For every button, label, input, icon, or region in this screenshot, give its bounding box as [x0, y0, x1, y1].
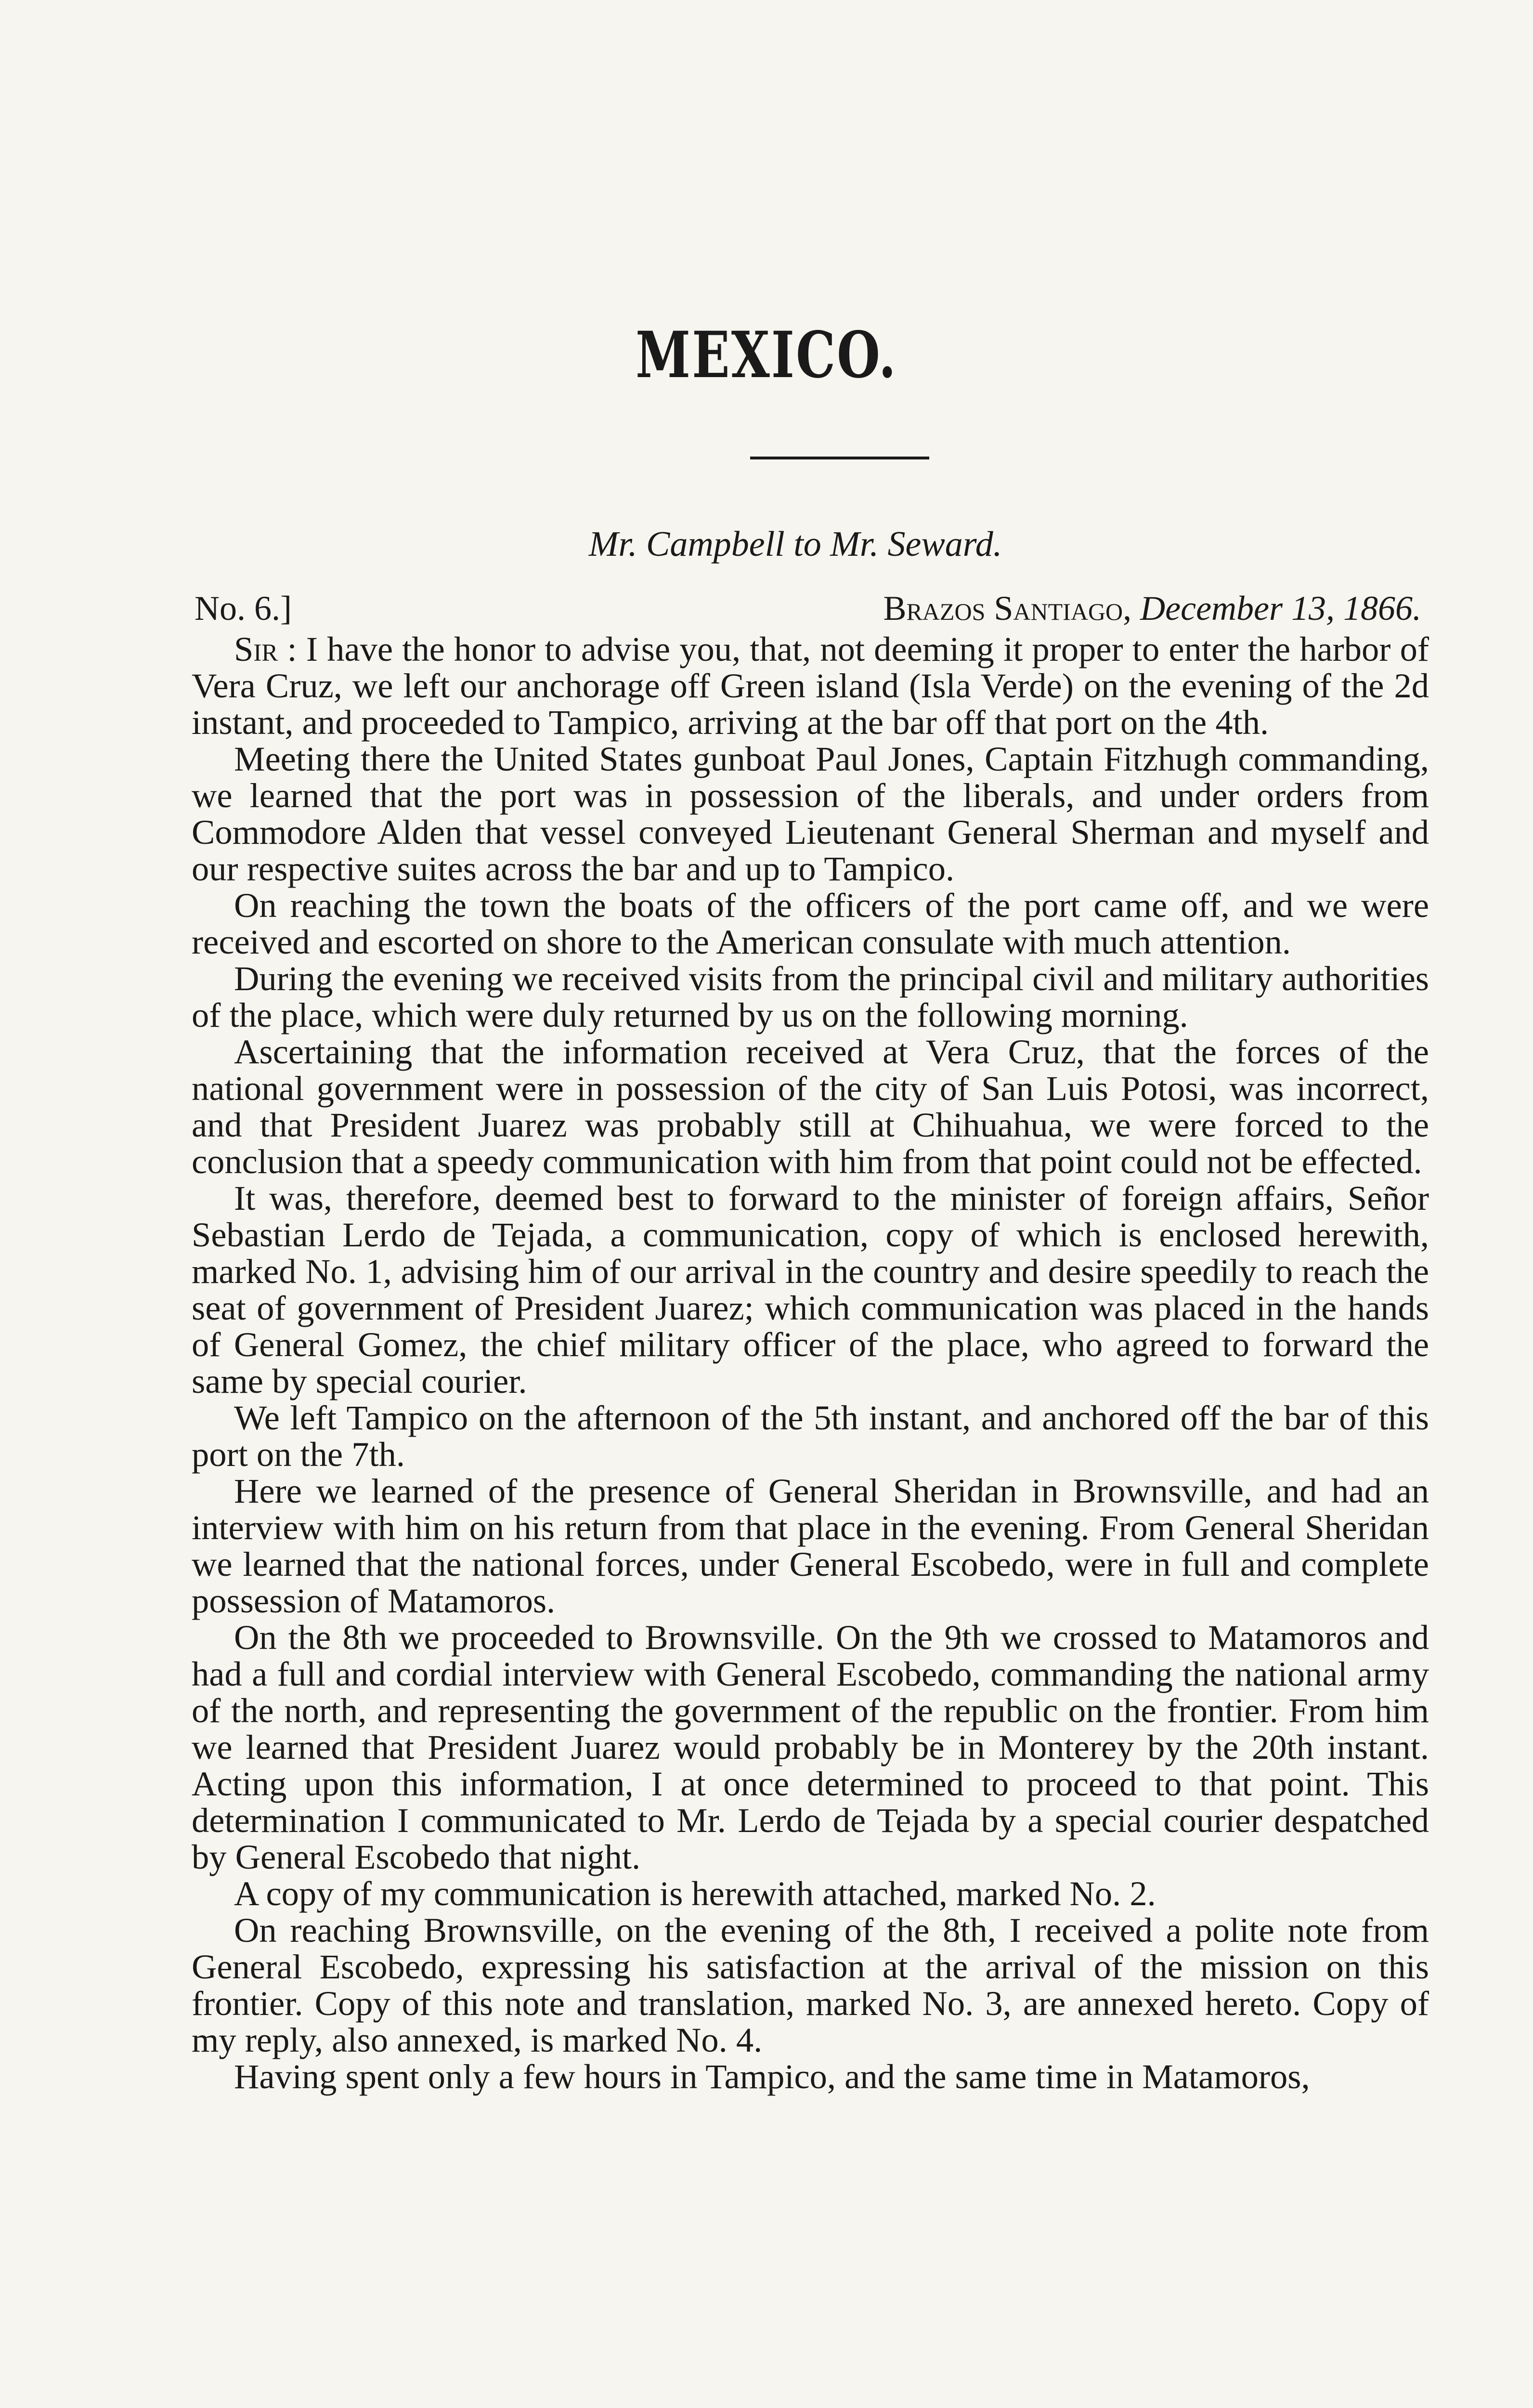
paragraph: We left Tampico on the afternoon of the 5th instant, and anchored off the bar of this port on the 7th. [192, 1398, 1429, 1474]
paragraph: On the 8th we proceeded to Brownsville. On the 9th we crossed to Matamoros and had a full and cordial interview with General Escobedo, commanding the national army of the north, and representing the government of the republic on the frontier. From him we learned that President Juarez would probably be in Monterey by the 20th instant. Acting upon this information, I at once determined to proceed to that point. This determination I communicated to Mr. Lerdo de Tejada by a special courier despatched by General Escobedo that night. [192, 1618, 1429, 1876]
document-title: MEXICO. [636, 318, 897, 393]
dispatch-number: No. 6.] [195, 589, 292, 628]
paragraph: On reaching Brownsville, on the evening of the 8th, I received a polite note from General Escobedo, expressing his satisfaction at the arrival of the mission on this frontier. Copy of this note and translation, marked No. 3, are annexed hereto. Copy of my reply, also annexed, is marked No. 4. [192, 1911, 1429, 2059]
dispatch-date: December 13, 1866. [1140, 589, 1421, 628]
paragraph: Having spent only a few hours in Tampico, and the same time in Matamoros, [234, 2057, 1310, 2096]
paragraph: A copy of my communication is herewith attached, marked No. 2. [234, 1874, 1156, 1913]
paragraph: Meeting there the United States gunboat Paul Jones, Captain Fitzhugh commanding, we learned that the port was in possession of the liberals, and under orders from Commodore Alden that vessel conveyed Lieutenant General Sherman and myself and our respective suites across the bar and up to Tampico. [192, 739, 1429, 888]
paragraph [192, 631, 1429, 741]
paragraph: It was, therefore, deemed best to forward to the minister of foreign affairs, Señor Sebastian Lerdo de Tejada, a communication, copy of which is enclosed herewith, marked No. 1, advising him of our arrival in the country and desire speedily to reach the seat of government of President Juarez; which communication was placed in the hands of General Gomez, the chief military officer of the place, who agreed to forward the same by special courier. [192, 1178, 1429, 1400]
paragraph-text: I have the honor to advise you, that, not deeming it proper to enter the harbor of Vera Cruz, we left our anchorage off Green island (Isla Verde) on the evening of the 2d instant, and proceeded to Tampico, arriving at the bar off that port on the 4th. [192, 629, 1429, 742]
dispatch-place: Brazos Santiago, [883, 589, 1132, 628]
letter-body [192, 631, 1429, 2095]
salutation: Sir : [234, 629, 297, 668]
paragraph: Here we learned of the presence of General Sheridan in Brownsville, and had an interview with him on his return from that place in the evening. From General Sheridan we learned that the national forces, under General Escobedo, were in full and complete possession of Matamoros. [192, 1471, 1429, 1620]
place-and-date [883, 589, 1421, 628]
title-rule [750, 457, 929, 459]
letter-header: Mr. Campbell to Mr. Seward. [588, 524, 1002, 564]
paragraph: On reaching the town the boats of the officers of the port came off, and we were received and escorted on shore to the American consulate with much attention. [192, 886, 1429, 961]
paragraph: During the evening we received visits from the principal civil and military authorities of the place, which were duly returned by us on the following morning. [192, 959, 1429, 1034]
paragraph: Ascertaining that the information received at Vera Cruz, that the forces of the national government were in possession of the city of San Luis Potosi, was incorrect, and that President Juarez was probably still at Chihuahua, we were forced to the conclusion that a speedy communication with him from that point could not be effected. [192, 1032, 1429, 1181]
